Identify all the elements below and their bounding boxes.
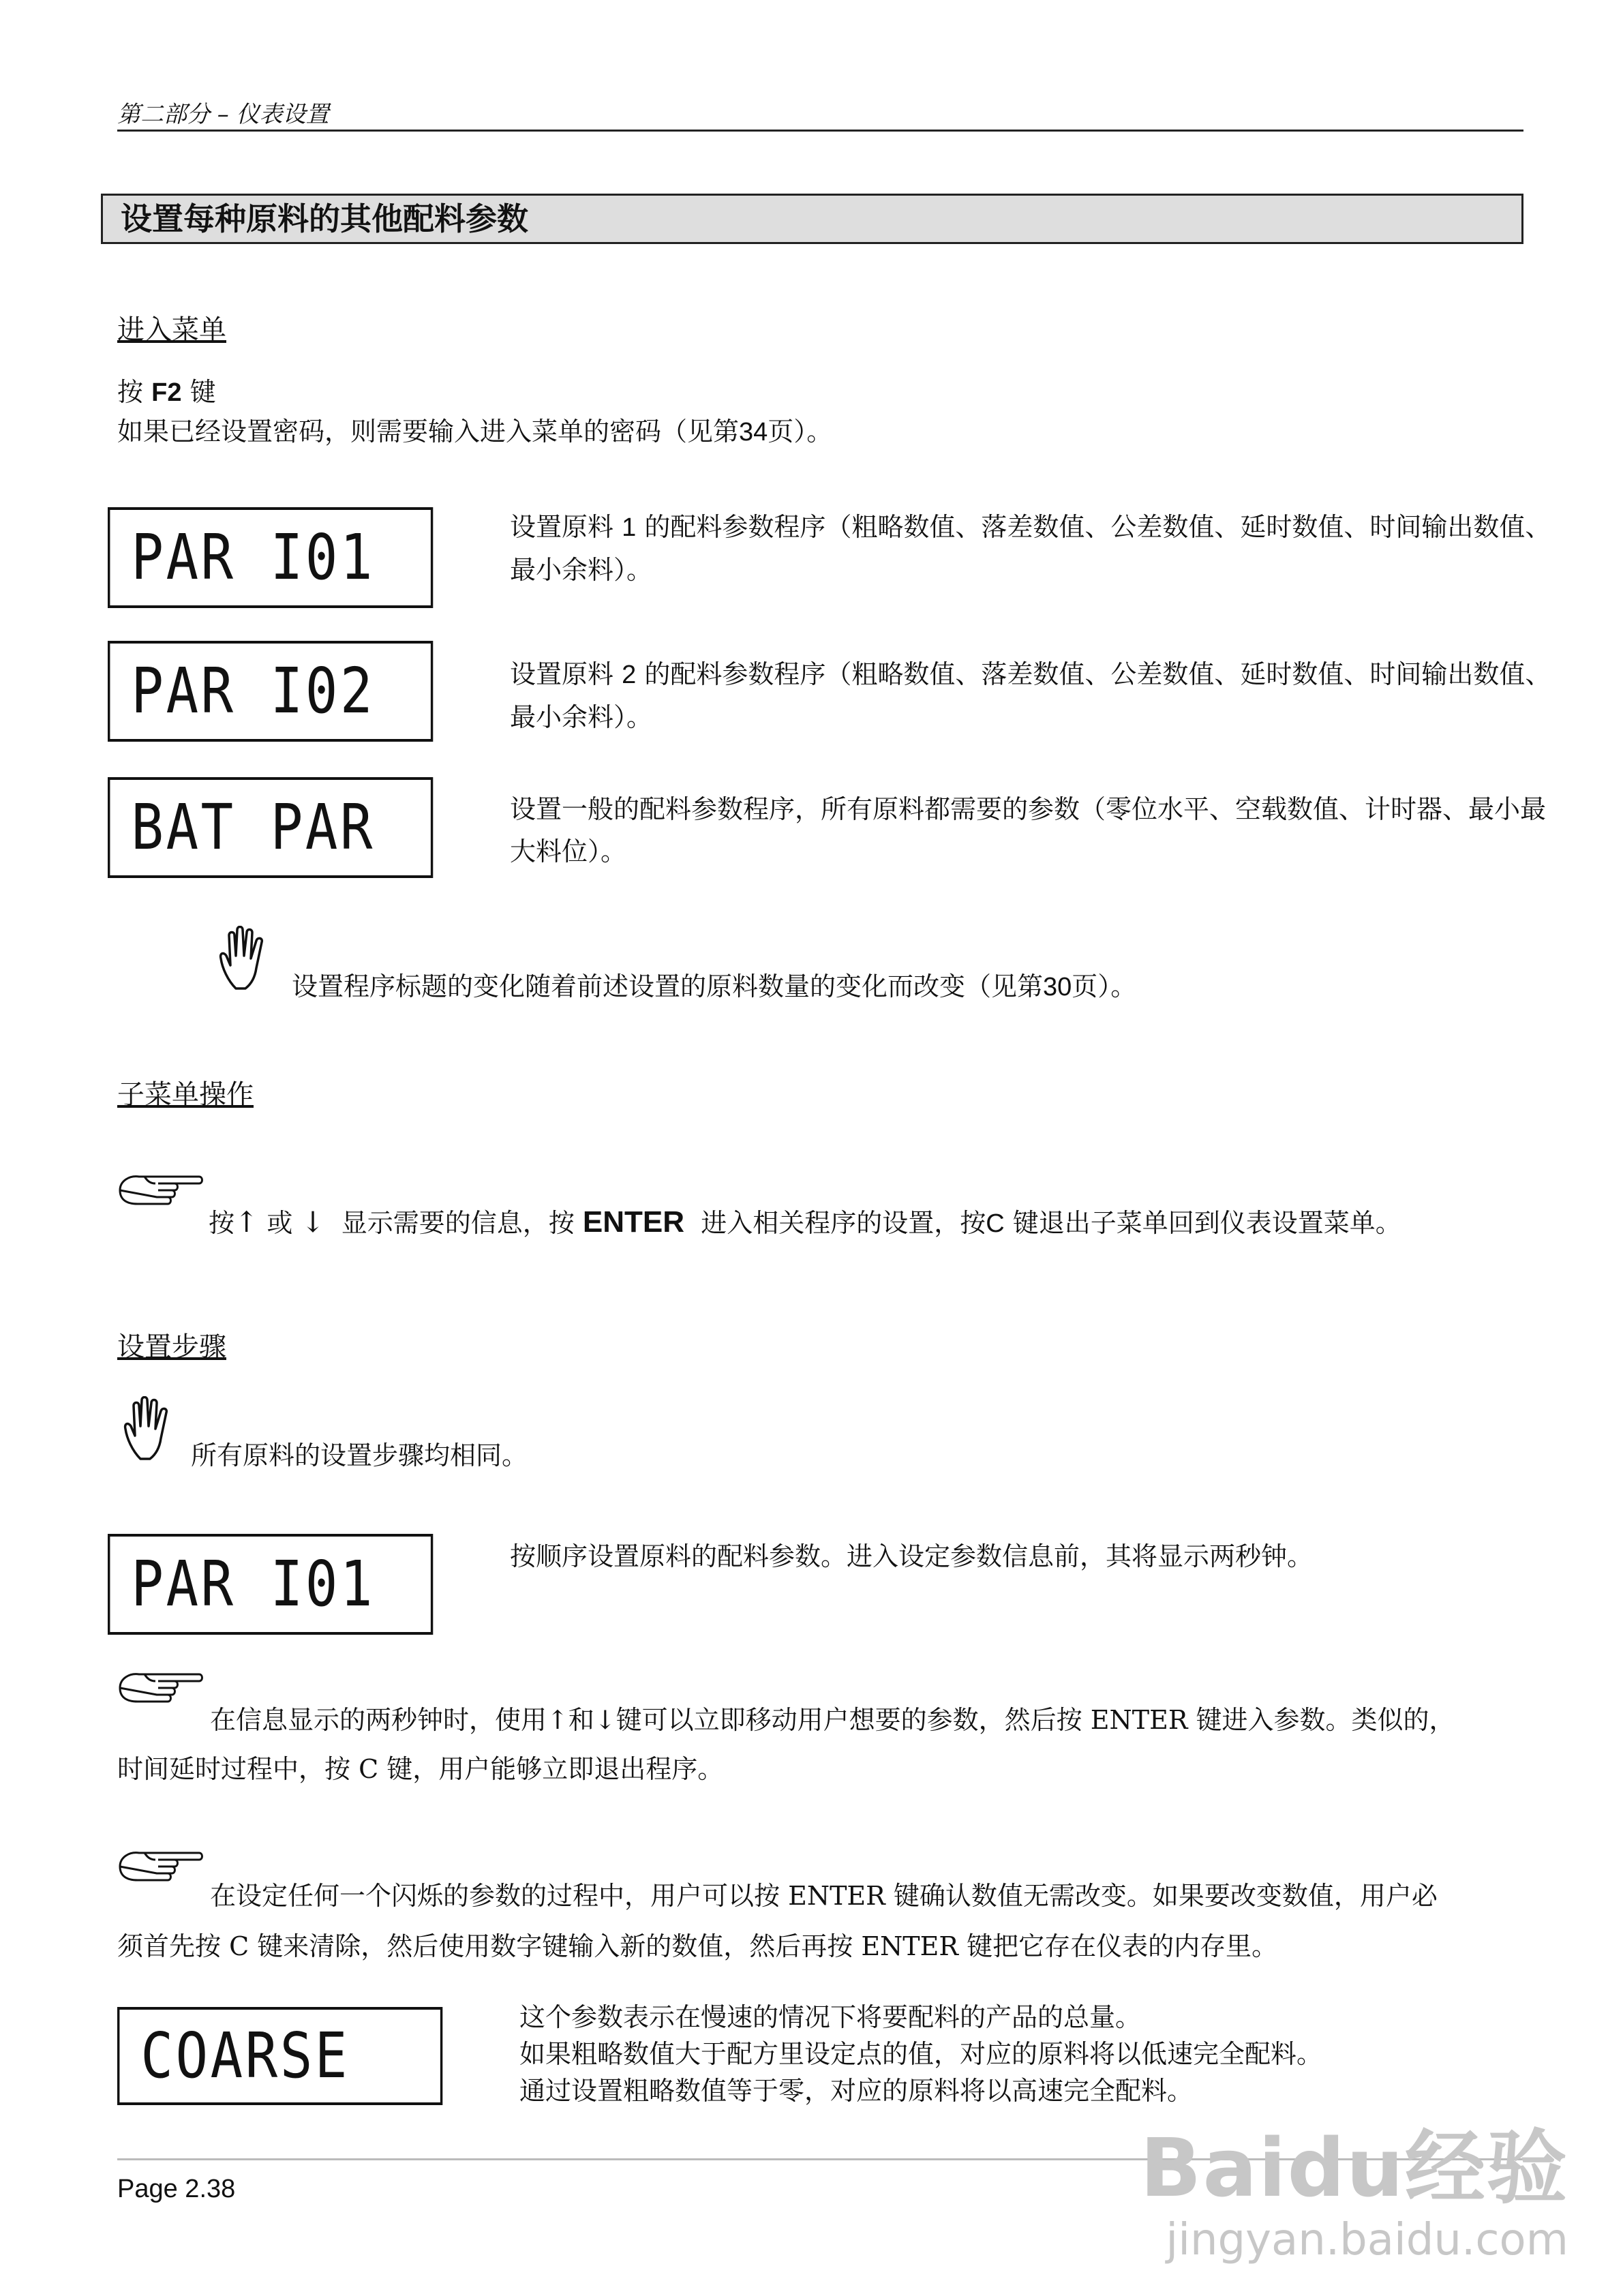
hand-note-icon [120,1396,177,1462]
note-page-ref: 30 [1043,973,1072,1001]
coarse-line-2: 如果粗略数值大于配方里设定点的值，对应的原料将以低速完全配料。 [519,2039,1323,2069]
material-number: 1 [622,513,637,542]
section-title: 设置每种原料的其他配料参数 [101,194,1523,244]
watermark-url: jingyan.baidu.com [1166,2215,1568,2265]
instr-post2: 键退出子菜单回到仪表设置菜单。 [1012,1208,1401,1238]
line2-pre: 如果已经设置密码，则需要输入进入菜单的密码（见第 [117,417,740,447]
up-arrow-icon: ↑ [234,1205,259,1239]
submenu-instruction [209,1198,1401,1248]
lcd-display-coarse [117,2007,442,2105]
desc-pre: 设置原料 [510,512,614,542]
watermark-main: Baidu经验 [1140,2121,1568,2215]
instr-post1: 进入相关程序的设置，按 [701,1208,986,1238]
material-number: 2 [622,661,637,689]
tip1-line-1: 在信息显示的两秒钟时，使用↑和↓键可以立即移动用户想要的参数，然后按 ENTER 键进入参数。类似的， [210,1705,1455,1735]
display-1-description [510,506,1560,591]
lcd-text: PAR I01 [131,521,375,594]
lcd-text: COARSE [140,2019,350,2092]
submenu-heading: 子菜单操作 [117,1079,254,1111]
tip2-line-2: 须首先按 C 键来清除，然后使用数字键输入新的数值，然后再按 ENTER 键把它存在仪表的内存里。 [117,1931,1278,1961]
c-key: C [986,1209,1005,1238]
line1-pre: 按 [117,377,144,407]
display-2-description [510,653,1560,738]
coarse-description [519,1999,1569,2109]
lcd-text: PAR I02 [131,654,375,727]
lcd-display-par-i01-steps [108,1534,433,1635]
line1-post: 键 [189,377,216,407]
lcd-text: BAT PAR [131,791,375,864]
tip1-line-2: 时间延时过程中，按 C 键，用户能够立即退出程序。 [117,1754,724,1784]
password-page-ref: 34 [739,418,768,447]
hand-note-icon [215,926,273,991]
header-rule [117,130,1523,132]
desc-post: 的配料参数程序（粗略数值、落差数值、公差数值、延时数值、时间输出数值、最小余料）。 [510,659,1551,732]
page-number: Page 2.38 [117,2175,236,2203]
lcd-display-bat-par [108,777,433,878]
note-title-change [292,963,1136,1011]
instr-or: 或 [267,1208,293,1238]
enter-key: ENTER [582,1205,685,1239]
lcd-display-par-i01 [108,507,433,608]
steps-heading: 设置步骤 [117,1331,226,1363]
lcd-text: PAR I01 [131,1547,375,1620]
coarse-line-1: 这个参数表示在慢速的情况下将要配料的产品的总量。 [519,2002,1142,2032]
desc-pre: 设置原料 [510,659,614,689]
baidu-watermark [1140,2103,1569,2265]
coarse-line-3: 通过设置粗略数值等于零，对应的原料将以高速完全配料。 [519,2076,1194,2106]
down-arrow-icon: ↓ [301,1205,325,1239]
note-pre: 设置程序标题的变化随着前述设置的原料数量的变化而改变（见第 [292,971,1044,1001]
desc-post: 的配料参数程序（粗略数值、落差数值、公差数值、延时数值、时间输出数值、最小余料）。 [510,512,1551,585]
tip2-line-1: 在设定任何一个闪烁的参数的过程中，用户可以按 ENTER 键确认数值无需改变。如果要改变数值，用户必 [210,1881,1438,1911]
lcd-display-par-i02 [108,641,433,742]
pointing-hand-icon [117,1669,204,1708]
line2-post: 页）。 [768,417,833,447]
running-header: 第二部分 – 仪表设置 [117,101,329,128]
f2-key: F2 [151,378,182,407]
pointing-hand-icon [117,1847,204,1887]
note-post: 页）。 [1072,971,1137,1001]
steps-lcd-description: 按顺序设置原料的配料参数。进入设定参数信息前，其将显示两秒钟。 [510,1541,1314,1571]
instr-mid: 显示需要的信息，按 [341,1208,575,1238]
enter-menu-line-2 [117,408,832,456]
pointing-hand-icon [117,1171,204,1211]
instr-pre: 按 [209,1208,235,1238]
enter-menu-heading: 进入菜单 [117,314,226,346]
display-3-description: 设置一般的配料参数程序，所有原料都需要的参数（零位水平、空载数值、计时器、最小最大料位）。 [510,794,1547,866]
steps-note: 所有原料的设置步骤均相同。 [191,1440,528,1470]
